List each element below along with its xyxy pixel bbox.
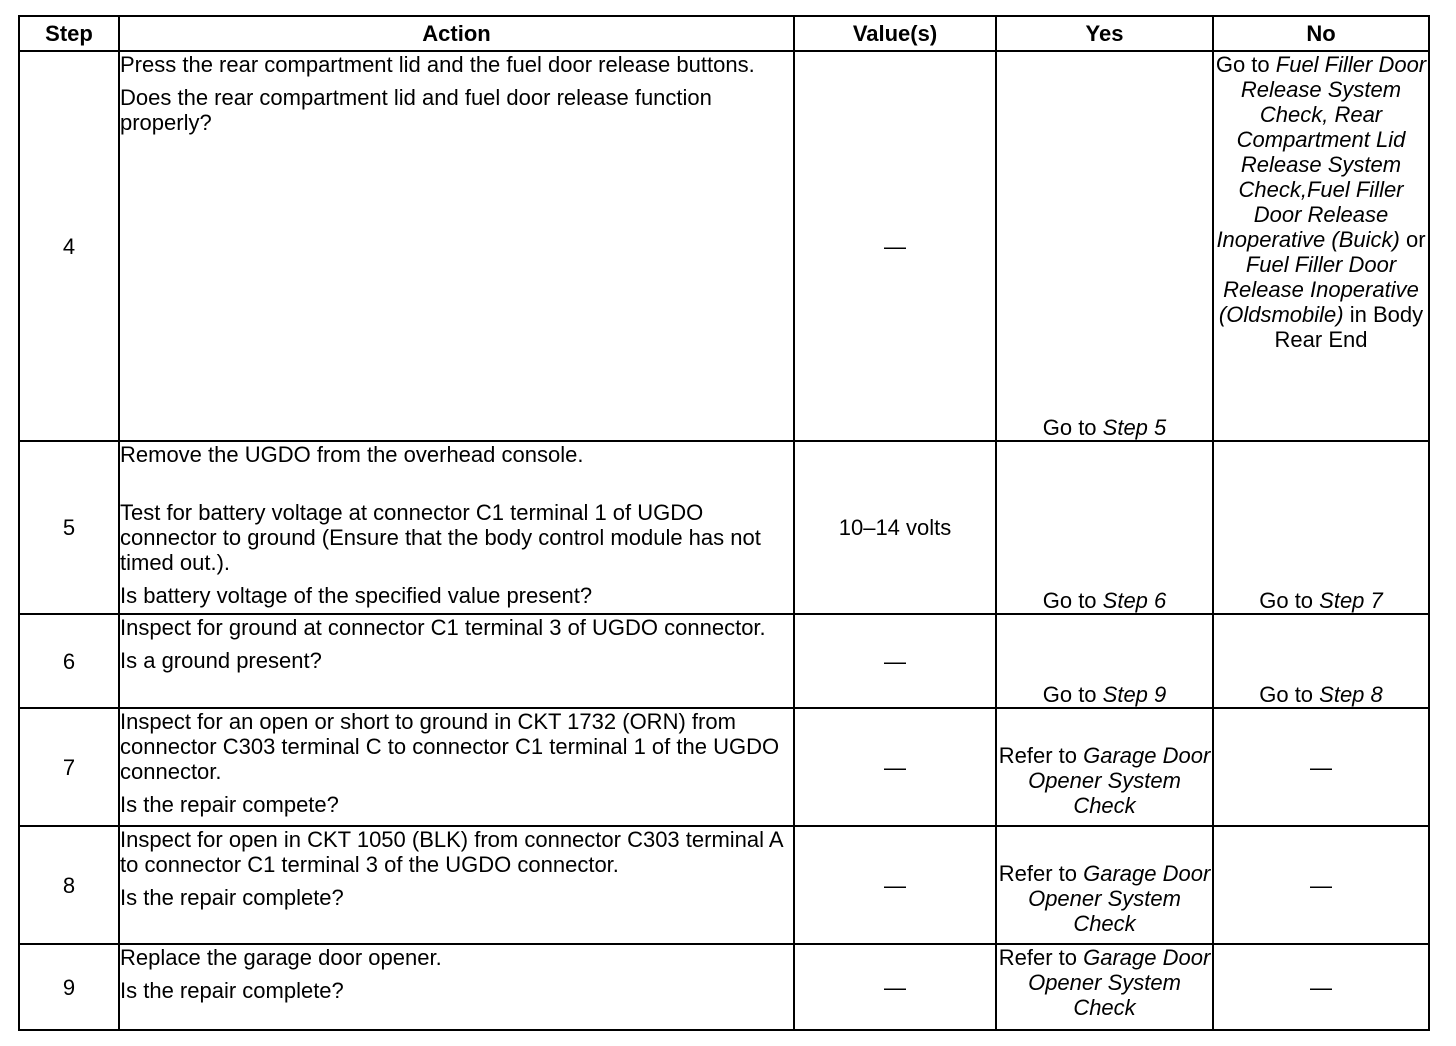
- table-row: [19, 614, 1429, 708]
- yes-link[interactable]: Step 6: [1102, 588, 1167, 613]
- yes-cell: [996, 441, 1213, 614]
- action-text: Inspect for open in CKT 1050 (BLK) from connector C303 terminal A to connector C1 terminal 3 of the UGDO connector.: [120, 827, 783, 877]
- action-text: Inspect for an open or short to ground in CKT 1732 (ORN) from connector C303 terminal C to connector C1 terminal 1 of the UGDO connector.: [120, 709, 780, 784]
- value-cell: —: [794, 826, 996, 944]
- step-number: 6: [19, 614, 119, 708]
- yes-prefix: Go to: [1042, 588, 1103, 613]
- action-text: Press the rear compartment lid and the fuel door release buttons.: [120, 52, 755, 77]
- action-cell: [119, 944, 794, 1030]
- header-yes: Yes: [996, 16, 1213, 51]
- yes-cell: [996, 826, 1213, 944]
- no-cell: [1213, 441, 1429, 614]
- yes-link[interactable]: Garage Door Opener System Check: [1028, 945, 1211, 1020]
- no-cell: —: [1213, 944, 1429, 1030]
- no-cell: —: [1213, 708, 1429, 826]
- no-prefix: Go to: [1215, 52, 1276, 77]
- yes-prefix: Refer to: [998, 861, 1084, 886]
- action-cell: [119, 441, 794, 614]
- value-cell: —: [794, 944, 996, 1030]
- yes-cell: [996, 51, 1213, 441]
- yes-prefix: Refer to: [998, 743, 1084, 768]
- value-cell: —: [794, 51, 996, 441]
- yes-link[interactable]: Garage Door Opener System Check: [1028, 861, 1211, 936]
- yes-link[interactable]: Step 5: [1102, 415, 1167, 440]
- action-question: Is a ground present?: [120, 648, 322, 673]
- step-number: 5: [19, 441, 119, 614]
- no-link[interactable]: Fuel Filler Door Release Inoperative (Oldsmobile): [1218, 252, 1419, 327]
- table-row: [19, 708, 1429, 826]
- table-header-row: [19, 16, 1429, 51]
- header-action: Action: [119, 16, 794, 51]
- action-text: Inspect for ground at connector C1 terminal 3 of UGDO connector.: [120, 615, 766, 640]
- no-cell: —: [1213, 826, 1429, 944]
- action-cell: [119, 51, 794, 441]
- action-cell: [119, 614, 794, 708]
- action-question: Is the repair compete?: [120, 792, 339, 817]
- table-row: [19, 51, 1429, 441]
- action-cell: [119, 708, 794, 826]
- diagnostic-table: [18, 15, 1430, 1031]
- no-link[interactable]: Step 8: [1319, 682, 1383, 707]
- value-cell: 10–14 volts: [794, 441, 996, 614]
- header-step: Step: [19, 16, 119, 51]
- action-question: Is the repair complete?: [120, 885, 344, 910]
- no-prefix: Go to: [1259, 588, 1320, 613]
- step-number: 4: [19, 51, 119, 441]
- action-cell: [119, 826, 794, 944]
- table-row: [19, 826, 1429, 944]
- value-cell: —: [794, 708, 996, 826]
- yes-prefix: Refer to: [998, 945, 1084, 970]
- step-number: 8: [19, 826, 119, 944]
- yes-cell: [996, 614, 1213, 708]
- action-text: Replace the garage door opener.: [120, 945, 442, 970]
- no-link[interactable]: Step 7: [1319, 588, 1383, 613]
- action-text: Test for battery voltage at connector C1 terminal 1 of UGDO connector to ground (Ensure that the body control module has not timed out.).: [120, 500, 761, 575]
- yes-cell: [996, 708, 1213, 826]
- header-no: No: [1213, 16, 1429, 51]
- no-conjunction: or: [1399, 227, 1426, 252]
- yes-link[interactable]: Garage Door Opener System Check: [1028, 743, 1211, 818]
- yes-cell: [996, 944, 1213, 1030]
- no-link[interactable]: Fuel Filler Door Release System Check, Rear Compartment Lid Release System Check,Fuel Filler Door Release Inoperative (Buick): [1216, 52, 1427, 252]
- no-cell: [1213, 51, 1429, 441]
- table-row: [19, 441, 1429, 614]
- yes-link[interactable]: Step 9: [1102, 682, 1167, 707]
- step-number: 9: [19, 944, 119, 1030]
- yes-prefix: Go to: [1042, 682, 1103, 707]
- yes-prefix: Go to: [1042, 415, 1103, 440]
- action-text: Remove the UGDO from the overhead console.: [120, 442, 584, 467]
- no-cell: [1213, 614, 1429, 708]
- action-question: Is the repair complete?: [120, 978, 344, 1003]
- action-question: Is battery voltage of the specified value present?: [120, 583, 593, 608]
- no-prefix: Go to: [1259, 682, 1320, 707]
- action-question: Does the rear compartment lid and fuel door release function properly?: [120, 85, 712, 135]
- no-suffix: in Body Rear End: [1274, 302, 1424, 352]
- step-number: 7: [19, 708, 119, 826]
- table-row: [19, 944, 1429, 1030]
- value-cell: —: [794, 614, 996, 708]
- header-values: Value(s): [794, 16, 996, 51]
